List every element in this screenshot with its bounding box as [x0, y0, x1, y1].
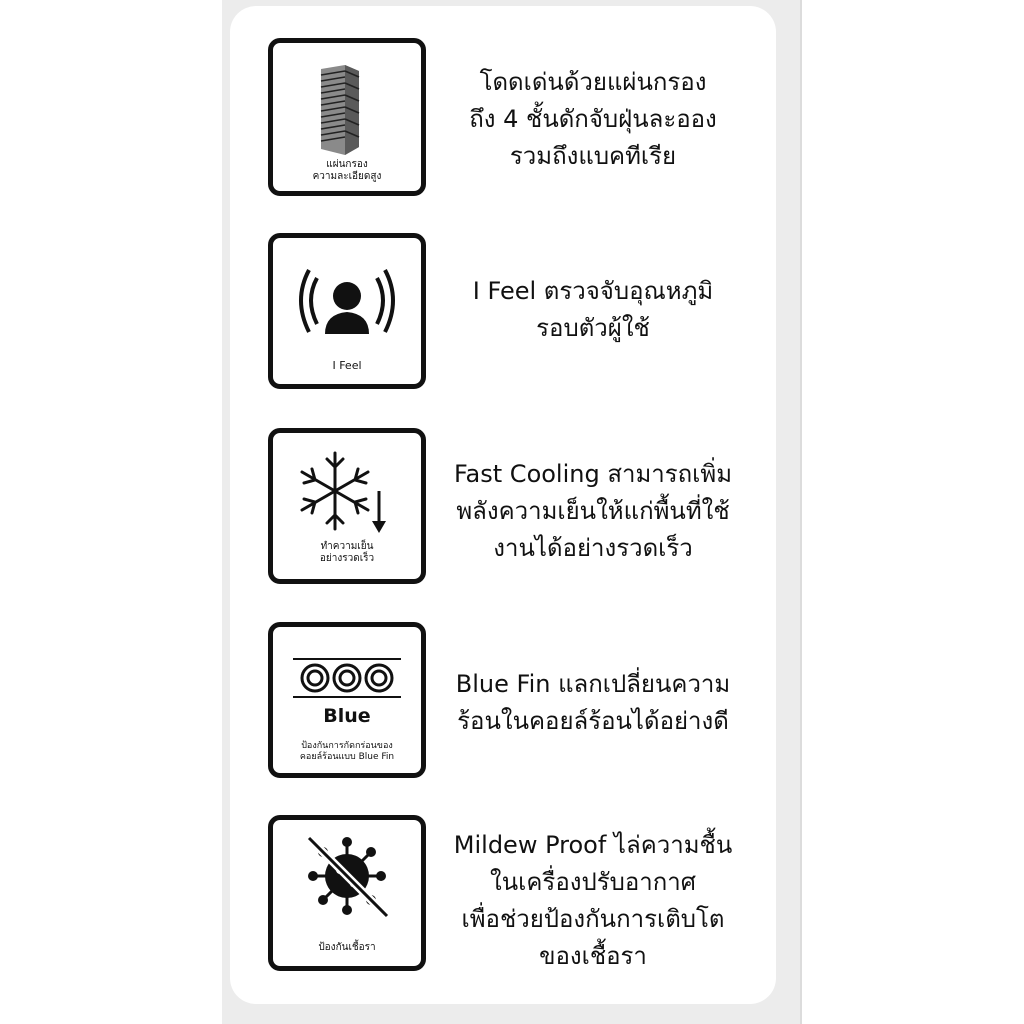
- description-line: เพื่อช่วยป้องกันการเติบโต: [461, 905, 725, 933]
- feature-fast-cooling: [268, 428, 778, 588]
- description-line: ถึง 4 ชั้นดักจับฝุ่นละออง: [469, 105, 717, 133]
- blue-fin-caption-line: คอยล์ร้อนแบบ Blue Fin: [299, 752, 395, 762]
- fast-cooling-caption-line: ทำความเย็น: [320, 541, 374, 552]
- blue-fin-caption-line: ป้องกันการกัดกร่อนของ: [301, 741, 393, 751]
- feature-mildew-proof: [268, 815, 778, 975]
- feature-blue-fin: [268, 622, 778, 782]
- mildew-badge-caption: [277, 942, 417, 954]
- fast-cooling-badge: [268, 428, 426, 584]
- fast-cooling-caption-line: อย่างรวดเร็ว: [319, 553, 375, 564]
- filter-badge: [268, 38, 426, 196]
- blue-fin-description: [428, 666, 758, 740]
- mildew-caption-line: ป้องกันเชื้อรา: [318, 942, 376, 953]
- panel-edge: [800, 0, 802, 1024]
- feature-filter: [268, 38, 778, 198]
- filter-caption-line: ความละเอียดสูง: [312, 171, 382, 182]
- description-line: Mildew Proof ไล่ความชื้น: [453, 831, 733, 859]
- mildew-proof-description: [428, 827, 758, 975]
- mildew-proof-badge: [268, 815, 426, 971]
- description-line: โดดเด่นด้วยแผ่นกรอง: [479, 68, 707, 96]
- description-line: รอบตัวผู้ใช้: [536, 314, 650, 342]
- description-line: พลังความเย็นให้แก่พื้นที่ใช้: [456, 497, 730, 525]
- description-line: Blue Fin แลกเปลี่ยนความ: [455, 670, 731, 698]
- blue-fin-badge-caption: [277, 741, 417, 763]
- description-line: งานได้อย่างรวดเร็ว: [493, 534, 693, 562]
- feature-i-feel: [268, 233, 778, 393]
- filter-badge-caption: [277, 159, 417, 183]
- i-feel-badge: [268, 233, 426, 389]
- description-line: ร้อนในคอยล์ร้อนได้อย่างดี: [457, 707, 729, 735]
- i-feel-description: [428, 273, 758, 347]
- description-line: รวมถึงแบคทีเรีย: [509, 142, 677, 170]
- description-line: I Feel ตรวจจับอุณหภูมิ: [472, 277, 714, 305]
- blue-badge-title: Blue: [323, 705, 371, 727]
- i-feel-badge-caption: [277, 360, 417, 372]
- description-line: ของเชื้อรา: [539, 942, 647, 970]
- filter-caption-line: แผ่นกรอง: [326, 159, 368, 170]
- i-feel-caption-line: I Feel: [332, 359, 362, 372]
- blue-fin-badge: [268, 622, 426, 778]
- description-line: Fast Cooling สามารถเพิ่ม: [453, 460, 733, 488]
- fast-cooling-badge-caption: [277, 541, 417, 565]
- fast-cooling-description: [428, 456, 758, 567]
- description-line: ในเครื่องปรับอากาศ: [490, 868, 696, 896]
- filter-description: [428, 64, 758, 175]
